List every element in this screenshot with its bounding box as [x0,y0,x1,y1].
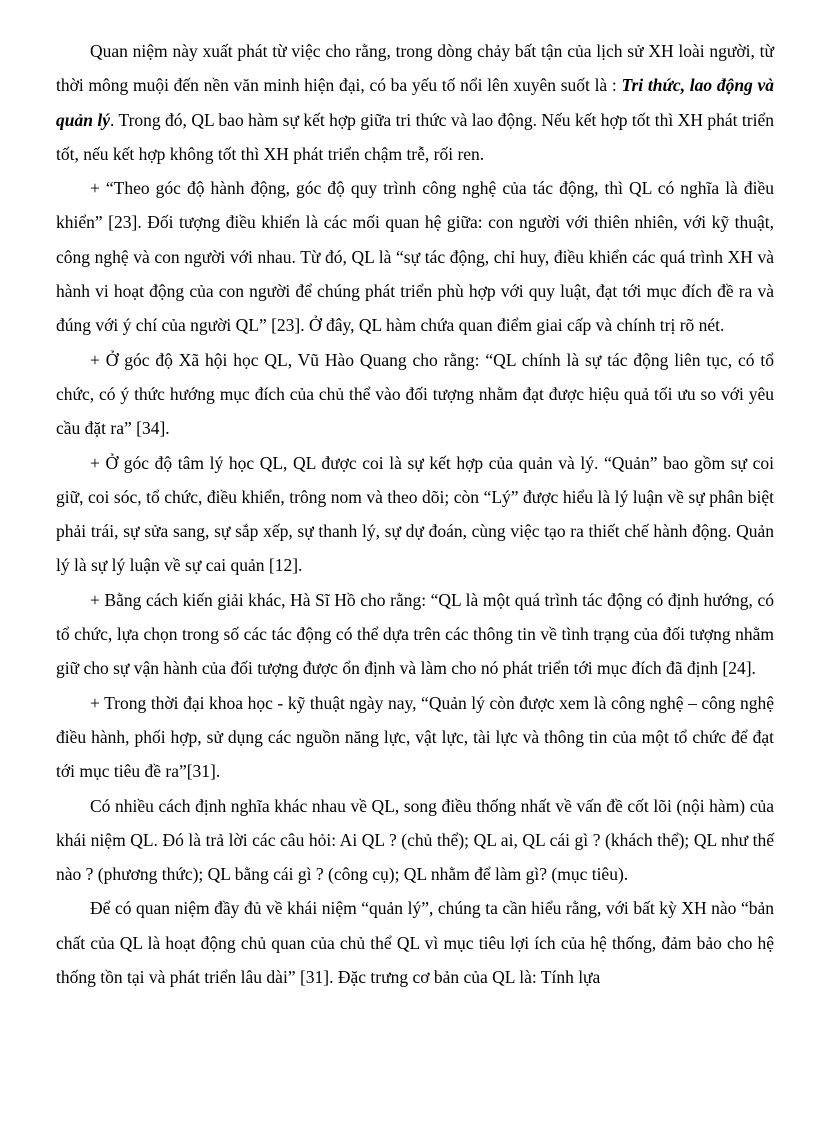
paragraph: + Ở góc độ Xã hội học QL, Vũ Hào Quang cho rằng: “QL chính là sự tác động liên tục, có tổ chức, có ý thức hướng mục đích của chủ thể vào đối tượng nhằm đạt được hiệu quả tối ưu so với yêu cầu đặt ra” [34]. [56,349,774,439]
paragraph-text: Quan niệm này xuất phát từ việc cho rằng, trong dòng chảy bất tận của lịch sử XH loài người, từ thời mông muội đến nền văn minh hiện đại, có ba yếu tố nổi lên xuyên suốt là : [56,41,774,96]
paragraph-text: . Trong đó, QL bao hàm sự kết hợp giữa tri thức và lao động. Nếu kết hợp tốt thì XH phát triển tốt, nếu kết hợp không tốt thì XH phát triển chậm trễ, rối ren. [56,109,774,164]
paragraph: + “Theo góc độ hành động, góc độ quy trình công nghệ của tác động, thì QL có nghĩa là điều khiển” [23]. Đối tượng điều khiển là các mối quan hệ giữa: con người với thiên nhiên, với kỹ thuật, công nghệ và con người với nhau. Từ đó, QL là “sự tác động, chỉ huy, điều khiển các quá trình XH và hành vi hoạt động của con người để chúng phát triển phù hợp với quy luật, đạt tới mục đích đề ra và đúng với ý chí của người QL” [23]. Ở đây, QL hàm chứa quan điểm giai cấp và chính trị rõ nét. [56,178,774,336]
paragraph: + Bằng cách kiến giải khác, Hà Sĩ Hồ cho rằng: “QL là một quá trình tác động có định hướng, có tổ chức, lựa chọn trong số các tác động có thể dựa trên các thông tin về tình trạng của đối tượng nhằm giữ cho sự vận hành của đối tượng được ổn định và làm cho nó phát triển tới mục đích đã định [24]. [56,589,774,679]
emphasis-text: Tri thức, lao động và quản lý [56,75,775,130]
paragraph: Có nhiều cách định nghĩa khác nhau về QL, song điều thống nhất về vấn đề cốt lõi (nội hàm) của khái niệm QL. Đó là trả lời các câu hỏi: Ai QL ? (chủ thể); QL ai, QL cái gì ? (khách thể); QL như thế nào ? (phương thức); QL bằng cái gì ? (công cụ); QL nhằm để làm gì? (mục tiêu). [56,795,774,885]
paragraph: Để có quan niệm đầy đủ về khái niệm “quản lý”, chúng ta cần hiểu rằng, với bất kỳ XH nào “bản chất của QL là hoạt động chủ quan của chủ thể QL vì mục tiêu lợi ích của hệ thống, đảm bảo cho hệ thống tồn tại và phát triển lâu dài” [31]. Đặc trưng cơ bản của QL là: Tính lựa [56,898,774,988]
paragraph: + Ở góc độ tâm lý học QL, QL được coi là sự kết hợp của quản và lý. “Quản” bao gồm sự coi giữ, coi sóc, tổ chức, điều khiển, trông nom và theo dõi; còn “Lý” được hiểu là lý luận về sự phân biệt phải trái, sự sửa sang, sự sắp xếp, sự thanh lý, sự dự đoán, cùng việc tạo ra thiết chế hành động. Quản lý là sự lý luận về sự cai quản [12]. [56,452,774,576]
paragraph: + Trong thời đại khoa học - kỹ thuật ngày nay, “Quản lý còn được xem là công nghệ – công nghệ điều hành, phối hợp, sử dụng các nguồn năng lực, vật lực, tài lực và thông tin của một tổ chức để đạt tới mục tiêu đề ra”[31]. [56,692,774,782]
paragraph [56,34,774,171]
